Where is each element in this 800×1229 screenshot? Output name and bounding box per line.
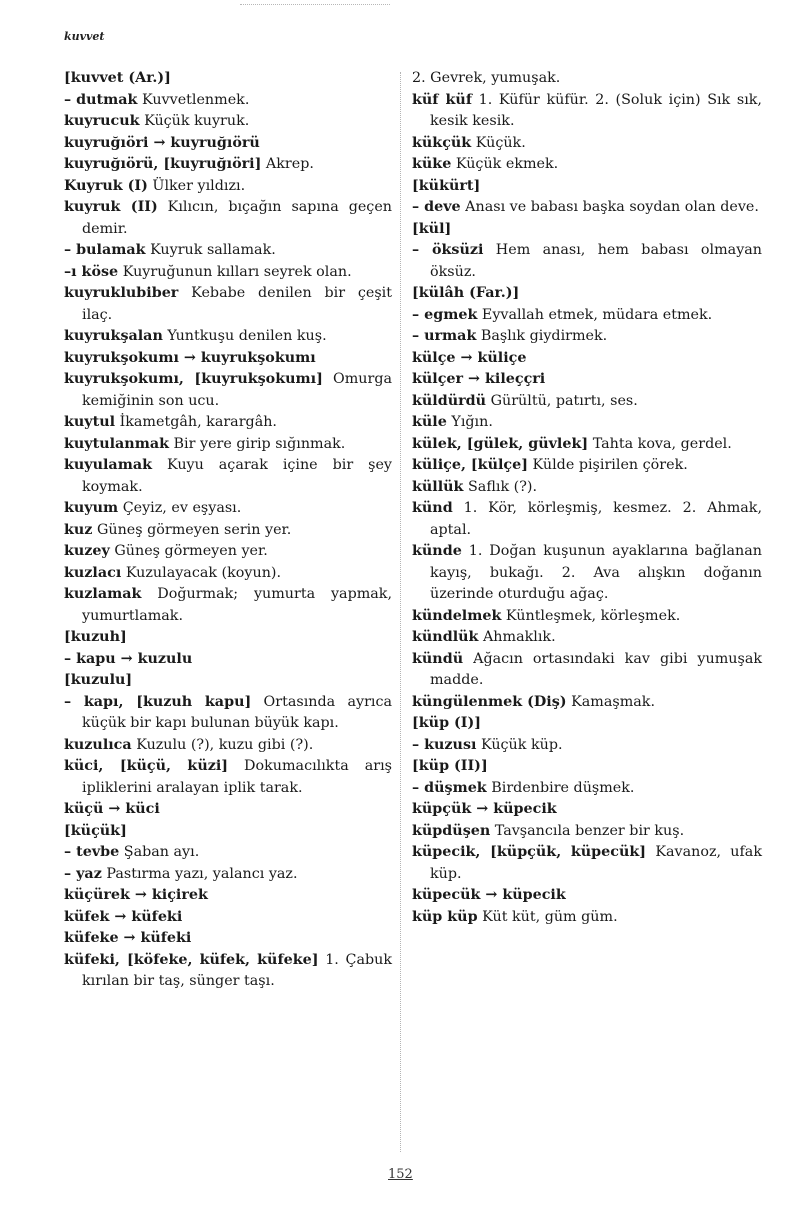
running-head: kuvvet	[64, 30, 105, 43]
entry-headword: kuzlacı	[64, 564, 122, 581]
entry-definition: 1. Kör, körleşmiş, kesmez. 2. Ahmak, aptal.	[430, 500, 762, 538]
entry-definition: Küt küt, güm güm.	[482, 908, 618, 925]
entry-headword: küf küf	[412, 91, 472, 108]
dictionary-entry	[412, 799, 762, 821]
entry-headword: külçer → kileççri	[412, 371, 546, 387]
dictionary-entry	[412, 735, 762, 757]
dictionary-entry	[412, 305, 762, 327]
entry-definition: Ülker yıldızı.	[152, 177, 246, 194]
entry-headword: [kuvvet (Ar.)]	[64, 70, 171, 86]
dictionary-entry	[64, 520, 392, 542]
dictionary-entry	[412, 391, 762, 413]
entry-headword: küp küp	[412, 908, 478, 925]
dictionary-entry	[412, 90, 762, 133]
entry-headword: kuyrukşokumı, [kuyrukşokumı]	[64, 371, 323, 387]
entry-definition: Tahta kova, gerdel.	[592, 435, 732, 452]
left-column	[64, 68, 392, 993]
entry-headword: – düşmek	[412, 779, 487, 796]
entry-definition: Küçük.	[475, 134, 526, 151]
dictionary-entry	[64, 821, 392, 843]
entry-headword: küpecük → küpecik	[412, 887, 566, 903]
entry-definition: Hem anası, hem babası olmayan öksüz.	[430, 242, 762, 280]
dictionary-entry	[64, 455, 392, 498]
dictionary-entry	[412, 326, 762, 348]
entry-definition: Başlık giydirmek.	[480, 328, 608, 344]
entry-headword: küfeke → küfeki	[64, 930, 192, 946]
entry-definition: Kuyruk sallamak.	[150, 242, 276, 258]
entry-headword: –ı köse	[64, 263, 119, 280]
dictionary-entry	[64, 735, 392, 757]
entry-headword: kuyrukşalan	[64, 328, 163, 344]
dictionary-entry	[64, 133, 392, 155]
entry-headword: [küp (I)]	[412, 715, 482, 731]
entry-definition: Akrep.	[265, 156, 314, 172]
entry-definition: Gürültü, patırtı, ses.	[490, 392, 638, 409]
entry-headword: kuytul	[64, 414, 116, 430]
entry-definition: Omurga kemiğinin son ucu.	[82, 371, 392, 409]
entry-definition: Küntleşmek, körleşmek.	[505, 607, 681, 624]
entry-headword: küldürdü	[412, 392, 487, 409]
dictionary-entry	[412, 455, 762, 477]
entry-headword: [kuzuh]	[64, 629, 127, 645]
entry-definition: Kuzulayacak (koyun).	[125, 564, 282, 581]
entry-headword: – kuzusı	[412, 736, 477, 753]
entry-headword: [kuzulu]	[64, 672, 133, 688]
entry-headword: – deve	[412, 199, 461, 215]
dictionary-entry	[64, 541, 392, 563]
dictionary-entry	[412, 369, 762, 391]
dictionary-entry	[64, 563, 392, 585]
dictionary-entry	[412, 692, 762, 714]
entry-headword: künd	[412, 500, 453, 516]
dictionary-entry	[64, 584, 392, 627]
dictionary-entry	[412, 412, 762, 434]
entry-definition: Doğurmak; yumurta yapmak, yumurtlamak.	[82, 586, 393, 624]
entry-definition: Güneş görmeyen serin yer.	[96, 521, 292, 538]
dictionary-entry	[412, 842, 762, 885]
dictionary-entry	[412, 627, 762, 649]
entry-headword: – urmak	[412, 328, 477, 344]
dictionary-entry	[64, 756, 392, 799]
dictionary-entry	[64, 348, 392, 370]
entry-definition: Kuzulu (?), kuzu gibi (?).	[136, 736, 314, 753]
dictionary-entry	[412, 176, 762, 198]
entry-headword: küliçe, [külçe]	[412, 457, 528, 473]
entry-definition: Kılıcın, bıçağın sapına geçen demir.	[82, 199, 392, 237]
dictionary-entry	[412, 778, 762, 800]
entry-headword: kuzlamak	[64, 586, 142, 602]
entry-headword: küfek → küfeki	[64, 908, 183, 925]
entry-definition: Küçük kuyruk.	[144, 113, 250, 129]
dictionary-entry	[412, 197, 762, 219]
dictionary-entry	[64, 262, 392, 284]
dictionary-entry	[412, 240, 762, 283]
entry-definition: 2. Gevrek, yumuşak.	[412, 70, 561, 86]
entry-headword: kuytulanmak	[64, 435, 169, 452]
entry-headword: küke	[412, 156, 452, 172]
dictionary-entry	[64, 326, 392, 348]
dictionary-entry	[412, 606, 762, 628]
entry-headword: küçü → küci	[64, 801, 160, 817]
entry-definition: Bir yere girip sığınmak.	[173, 435, 346, 452]
entry-headword: – kapı, [kuzuh kapu]	[64, 693, 252, 710]
entry-definition: Küçük ekmek.	[455, 156, 559, 172]
entry-headword: kuyulamak	[64, 457, 152, 473]
entry-definition: Ahmaklık.	[482, 629, 556, 645]
right-column	[412, 68, 762, 928]
entry-definition: Anası ve babası başka soydan olan deve.	[465, 199, 759, 215]
entry-headword: kuyrucuk	[64, 113, 140, 129]
dictionary-entry	[64, 240, 392, 262]
entry-headword: kuzulıca	[64, 736, 132, 753]
entry-headword: kuyrukşokumı → kuyrukşokumı	[64, 349, 316, 366]
dictionary-entry	[64, 885, 392, 907]
entry-headword: [kül]	[412, 220, 452, 237]
entry-headword: – dutmak	[64, 91, 138, 108]
entry-headword: – kapu → kuzulu	[64, 650, 193, 667]
dictionary-entry	[64, 498, 392, 520]
entry-headword: kükçük	[412, 134, 472, 151]
entry-headword: kuyruklubiber	[64, 285, 179, 301]
entry-headword: – tevbe	[64, 844, 120, 860]
dictionary-entry	[64, 864, 392, 886]
entry-headword: küle	[412, 414, 447, 430]
dictionary-entry	[64, 907, 392, 929]
entry-headword: küngülenmek (Diş)	[412, 693, 567, 710]
entry-headword: kuyruğıöri → kuyruğıörü	[64, 134, 260, 151]
dictionary-entry	[412, 885, 762, 907]
top-scan-mark	[240, 4, 390, 8]
entry-definition: Birdenbire düşmek.	[491, 779, 635, 796]
entry-headword: Kuyruk (I)	[64, 177, 148, 194]
entry-definition: 1. Çabuk kırılan bir taş, sünger taşı.	[82, 951, 393, 989]
dictionary-entry	[64, 412, 392, 434]
entry-headword: – bulamak	[64, 242, 146, 258]
dictionary-entry	[64, 928, 392, 950]
dictionary-entry	[64, 176, 392, 198]
dictionary-entry	[64, 68, 392, 90]
entry-headword: külek, [gülek, güvlek]	[412, 435, 589, 452]
dictionary-entry	[412, 68, 762, 90]
dictionary-entry	[412, 541, 762, 606]
entry-headword: [küp (II)]	[412, 758, 488, 774]
dictionary-entry	[412, 821, 762, 843]
dictionary-entry	[64, 283, 392, 326]
entry-definition: Kamaşmak.	[571, 693, 655, 710]
entry-definition: Külde pişirilen çörek.	[532, 457, 688, 473]
dictionary-entry	[64, 950, 392, 993]
entry-headword: kuyum	[64, 500, 119, 516]
entry-headword: küci, [küçü, küzi]	[64, 758, 229, 774]
entry-definition: Çeyiz, ev eşyası.	[122, 500, 242, 516]
entry-definition: Kuyu açarak içine bir şey koymak.	[82, 457, 392, 495]
entry-headword: küllük	[412, 478, 464, 495]
dictionary-entry	[412, 756, 762, 778]
entry-headword: kuyruğıörü, [kuyruğıöri]	[64, 156, 262, 172]
dictionary-entry	[64, 111, 392, 133]
entry-definition: Küçük küp.	[480, 736, 563, 753]
entry-definition: Yuntkuşu denilen kuş.	[167, 328, 327, 344]
dictionary-entry	[64, 627, 392, 649]
dictionary-entry	[412, 907, 762, 929]
entry-definition: Eyvallah etmek, müdara etmek.	[481, 306, 713, 323]
entry-headword: [külâh (Far.)]	[412, 285, 520, 301]
dictionary-entry	[64, 369, 392, 412]
entry-headword: küpdüşen	[412, 822, 491, 839]
entry-definition: Kebabe denilen bir çeşit ilaç.	[82, 285, 392, 323]
entry-definition: Kuyruğunun kılları seyrek olan.	[122, 263, 352, 280]
dictionary-entry	[412, 219, 762, 241]
entry-headword: kuzey	[64, 543, 110, 559]
entry-headword: küpecik, [küpçük, küpecük]	[412, 844, 647, 860]
column-divider	[400, 72, 401, 1152]
entry-headword: küçürek → kiçirek	[64, 887, 208, 903]
dictionary-entry	[64, 649, 392, 671]
dictionary-entry	[412, 348, 762, 370]
dictionary-entry	[64, 154, 392, 176]
entry-headword: [kükürt]	[412, 177, 481, 194]
dictionary-entry	[412, 649, 762, 692]
entry-definition: Ortasında ayrıca küçük bir kapı bulunan büyük kapı.	[82, 693, 393, 731]
entry-headword: kündü	[412, 650, 464, 667]
page-number: 152	[388, 1167, 413, 1182]
dictionary-entry	[412, 154, 762, 176]
dictionary-entry	[412, 283, 762, 305]
entry-definition: Güneş görmeyen yer.	[114, 543, 268, 559]
entry-headword: küfeki, [köfeke, küfek, küfeke]	[64, 951, 319, 968]
dictionary-entry	[412, 133, 762, 155]
dictionary-entry	[64, 799, 392, 821]
entry-headword: [küçük]	[64, 822, 127, 839]
entry-headword: küpçük → küpecik	[412, 801, 557, 817]
entry-definition: Pastırma yazı, yalancı yaz.	[106, 865, 298, 882]
entry-headword: kuz	[64, 521, 93, 538]
entry-definition: Kuvvetlenmek.	[141, 91, 250, 108]
entry-definition: İkametgâh, karargâh.	[119, 414, 277, 430]
dictionary-entry	[64, 842, 392, 864]
dictionary-entry	[64, 90, 392, 112]
entry-headword: – öksüzi	[412, 242, 484, 258]
entry-definition: Şaban ayı.	[123, 844, 200, 860]
entry-definition: 1. Küfür küfür. 2. (Soluk için) Sık sık, kesik kesik.	[430, 91, 762, 129]
dictionary-entry	[64, 670, 392, 692]
entry-definition: Kavanoz, ufak küp.	[430, 844, 762, 882]
dictionary-entry	[412, 498, 762, 541]
dictionary-entry	[412, 434, 762, 456]
dictionary-entry	[64, 197, 392, 240]
dictionary-entry	[412, 477, 762, 499]
entry-headword: külçe → küliçe	[412, 349, 527, 366]
entry-headword: kündelmek	[412, 607, 502, 624]
entry-headword: kuyruk (II)	[64, 199, 158, 215]
dictionary-entry	[64, 692, 392, 735]
entry-definition: Ağacın ortasındaki kav gibi yumuşak madde.	[430, 650, 763, 688]
entry-definition: Dokumacılıkta arış ipliklerini aralayan iplik tarak.	[82, 758, 392, 796]
entry-headword: künde	[412, 543, 462, 559]
dictionary-entry	[64, 434, 392, 456]
entry-definition: Yığın.	[451, 414, 493, 430]
entry-definition: Tavşancıla benzer bir kuş.	[494, 822, 685, 839]
entry-headword: – yaz	[64, 865, 102, 882]
entry-definition: Saflık (?).	[468, 478, 538, 495]
dictionary-entry	[412, 713, 762, 735]
entry-headword: – egmek	[412, 306, 478, 323]
entry-headword: kündlük	[412, 629, 479, 645]
entry-definition: 1. Doğan kuşunun ayaklarına bağlanan kayış, bukağı. 2. Ava alışkın doğanın üzerinde oturduğu ağaç.	[430, 543, 762, 602]
